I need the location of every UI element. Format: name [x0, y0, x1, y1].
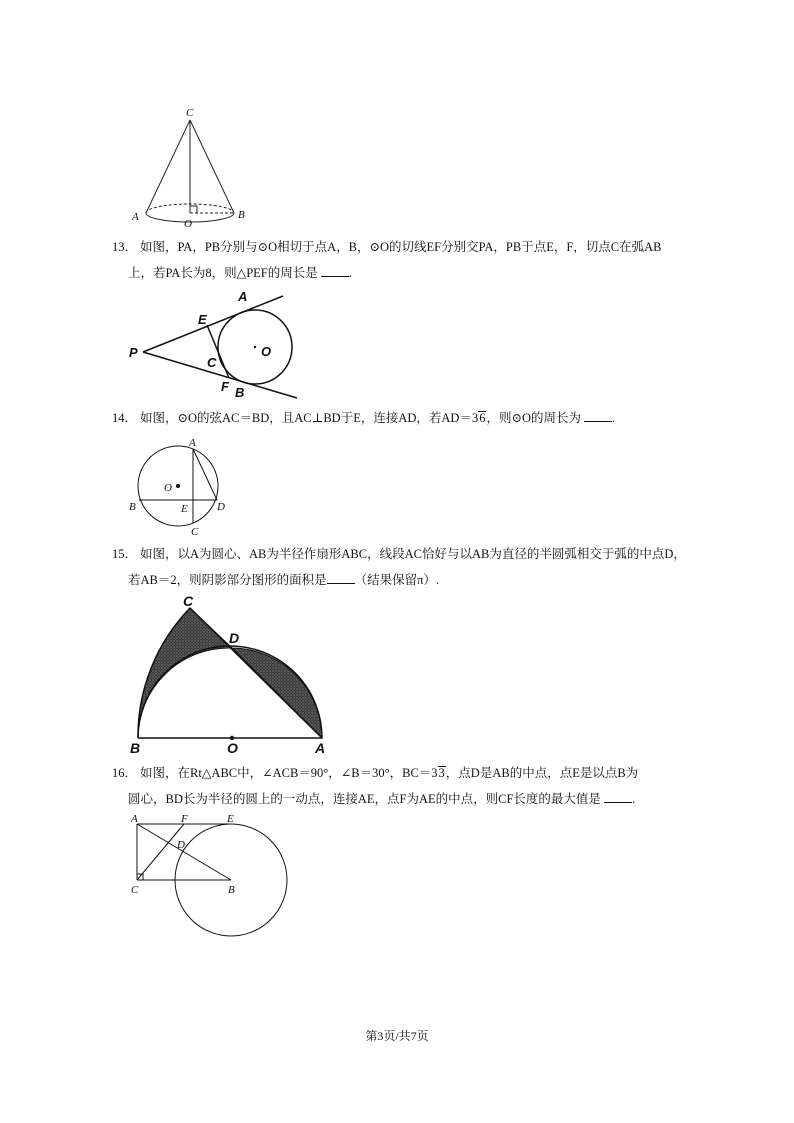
answer-blank [321, 264, 349, 277]
sqrt-value: 6 [479, 411, 486, 425]
fig14-label-o: O [164, 482, 172, 494]
cone-label-o: O [184, 218, 192, 230]
fig14-label-e: E [181, 503, 188, 515]
question-text: 圆心，BD长为半径的圆上的一动点，连接AE，点F为AE的中点，则CF长度的最大值是 [128, 792, 601, 806]
cone-label-b: B [238, 209, 245, 221]
fig13-label-p: P [129, 345, 138, 360]
fig13-label-f: F [221, 379, 229, 394]
fig16-label-d: D [177, 839, 185, 851]
question-number: 13． [112, 240, 138, 254]
cone-label-a: A [132, 211, 139, 223]
answer-blank [327, 571, 355, 584]
fig15-label-b: B [130, 740, 141, 756]
sqrt-value: 3 [438, 766, 445, 780]
figure-16-triangle-circle [125, 810, 300, 945]
question-text: 如图，PA，PB分别与⊙O相切于点A，B，⊙O的切线EF分别交PA，PB于点E，F，切点C在弧AB [140, 240, 662, 254]
fig16-label-c: C [131, 884, 139, 896]
fig16-label-a: A [131, 813, 138, 825]
question-14: 14． 如图，⊙O的弦AC＝BD，且AC⊥BD于E，连接AD，若AD＝36，则⊙O的周长为 . [112, 405, 712, 431]
fig13-label-a: A [238, 289, 248, 304]
fig15-label-d: D [229, 630, 240, 646]
figure-14-circle [125, 430, 235, 540]
question-number: 16． [112, 766, 138, 780]
page-footer: 第3页/共7页 [365, 1029, 429, 1043]
fig13-label-b: B [235, 385, 245, 400]
question-number: 14． [112, 411, 138, 425]
question-text: 如图，在Rt△ABC中，∠ACB＝90°，∠B＝30°，BC＝3 [140, 766, 438, 780]
cone-label-c: C [186, 107, 194, 119]
answer-blank [604, 790, 632, 803]
fig13-label-o: O [261, 344, 272, 359]
fig15-label-a: A [315, 740, 326, 756]
fig15-label-c: C [183, 593, 194, 609]
question-text: 若AB＝2，则阴影部分图形的面积是 [128, 573, 327, 587]
fig13-label-c: C [207, 355, 217, 370]
fig14-label-c: C [191, 526, 199, 538]
figure-15-sector [125, 592, 340, 757]
question-text: 如图，以A为圆心、AB为半径作扇形ABC，线段AC恰好与以AB为直径的半圆弧相交于弧的中点D， [140, 547, 686, 561]
question-15: 15． 如图，以A为圆心、AB为半径作扇形ABC，线段AC恰好与以AB为直径的半圆弧相交于弧的中点D， 若AB＝2，则阴影部分图形的面积是 （结果保留π）. [112, 541, 712, 593]
fig16-label-f: F [181, 813, 188, 825]
fig14-label-b: B [129, 501, 136, 513]
fig16-label-b: B [228, 884, 235, 896]
answer-blank [584, 409, 612, 422]
fig16-label-e: E [227, 813, 234, 825]
fig14-label-d: D [217, 501, 225, 513]
question-number: 15． [112, 547, 138, 561]
question-13: 13． 如图，PA，PB分别与⊙O相切于点A，B，⊙O的切线EF分别交PA，PB于点E，F，切点C在弧AB 上，若PA长为8，则△PEF的周长是 . [112, 234, 712, 286]
fig14-label-a: A [189, 437, 196, 449]
figure-13-tangents [125, 288, 315, 403]
fig15-label-o: O [227, 740, 238, 756]
cone-figure [120, 100, 260, 230]
fig13-label-e: E [198, 312, 207, 327]
question-16: 16． 如图，在Rt△ABC中，∠ACB＝90°，∠B＝30°，BC＝33，点D是AB的中点，点E是以点B为 圆心，BD长为半径的圆上的一动点，连接AE，点F为AE的中点，则CF长度的最大值是 . [112, 760, 712, 812]
question-text: 上，若PA长为8，则△PEF的周长是 [128, 266, 318, 280]
question-text: 如图，⊙O的弦AC＝BD，且AC⊥BD于E，连接AD，若AD＝3 [140, 411, 479, 425]
